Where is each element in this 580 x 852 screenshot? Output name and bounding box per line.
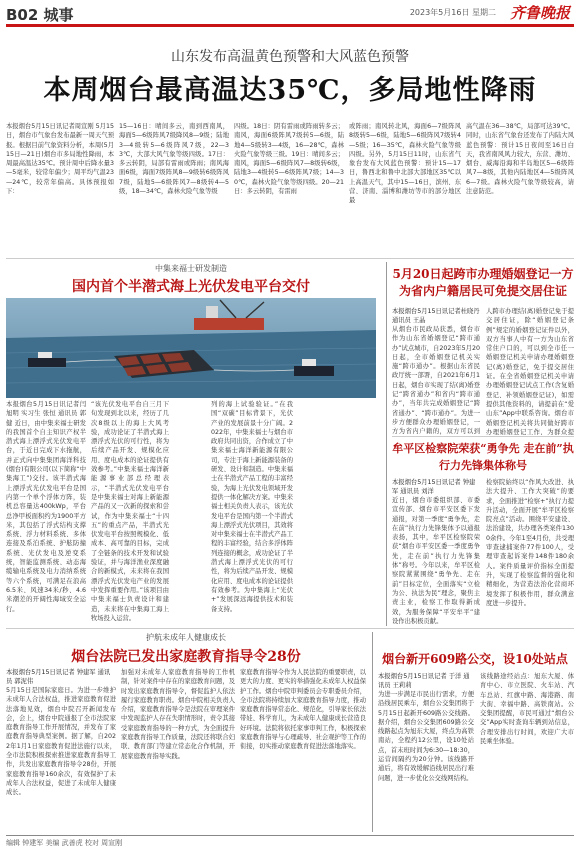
lead-col-2: 15—16日：晴间多云，南到西南风，海面5—6级阵风7级降风8—9级；陆地3—4级转5—6级阵风7级，22—33℃，大部大风气象等级四级。17日：多云转阴，局部有雷雨或阵雨；南风海面6级，海面7级阵风8—9级转6级阵风7级，陆地5—6级阵风7—8级转4—5级，18—34℃，森林火险气象等级 bbox=[119, 123, 229, 196]
bus-headline: 烟台新开609路公交，设10处站点 bbox=[382, 652, 568, 666]
family-col-3: 家庭教育指导令作为人民法院的重要职责，以更大的力度、更实的举措强化未成年人权益保护工作。烟台中院审判委员会专职委员介绍，全市法院将持续加大家庭教育指导力度，推动家庭教育指导常态化、规范化，引导家长依法带娃、科学育儿，为未成年人健康成长营造良好环境。法院将依托家事审判工作，积极探索家庭教育指导与心理疏导、社会观护等工作的衔接，切实推动家庭教育促进法落地落实。 bbox=[240, 669, 366, 751]
section-divider-2 bbox=[392, 436, 574, 437]
award-col-1: 近日，烟台市委组织部、市委宣传部、烟台市平安区委下发通报，对第一季度“勇争先，走在前”执行力先锋集体予以通报表扬，其中，牟平区检察院荣获“烟台市平安区委一季度勇争先，走在前”执行力先锋集体”称号。今年以来，牟平区检察院紧紧围绕“勇争先、走在前”目标定位，全面落实“立检为公、执法为民”理念，聚焦主责主业，检察工作取得新成效，为服务保障“平安牟平”建设作出积极贡献。 bbox=[392, 497, 480, 625]
bus-col-2: 该线路途经站点：旭东大厦、体育中心、市立医院、火车站、汽车总站、红旗中路、海港路、南大街、幸福中路、高铁南站。公交集团提醒，市民可通过“烟台公交”App实时查询车辆到站信息，合理安排出行时间，欢迎广大市民乘坐体验。 bbox=[480, 673, 574, 746]
footer-rule bbox=[6, 835, 574, 836]
lead-col-3: 四级。18日：阴有雷雨或阵雨转多云；南风，海面6级阵风7级转5—6级，陆地4—5级转3—4级，16—28℃，森林火险气象等级三级。19日：晴间多云；南风，海面5—6级阵风7—8级转6级，陆地3—4级转5—6级阵风7级；14—30℃，森林火险气象等级四级。20—21日：多云转阴，有雷雨 bbox=[234, 123, 344, 196]
award-col-2: 检察院始终以“作风大改进、执法大提升、工作大突破”的要求，全面推进“检察+”执行力提升活动，全面开展“牟平区检察院亮点”活动。围绕平安建设、法治建设，共办理各类案件1300余件。今年1至4月份，共受理审查逮捕案件77件100人，受理审查起诉案件148件180余人。案件质量评价指标全面提升，实现了检察监督的强化和精细化，为营造法治化营商环境发挥了积极作用，群众满意度进一步提升。 bbox=[486, 479, 574, 607]
lead-col-1: 本报烟台5月15日讯记者周宣刚 5月15日，烟台市气象台发布最新一周天气预报。根据目前气象资料分析，本周(5月15日—21日)烟台市多局地性降雨，本周最高温达35℃。预计周中后降水量3—5毫米，较常年偏少；周平均气温23—24℃，较常年偏高。具体预报如下： bbox=[6, 123, 114, 196]
lead-col-4: 或阵雨；南风转北风，海面6—7级阵风8级转5—6级，陆地5—6级阵风7级转4—5级；16—35℃，森林火险气象等级四级。另外，5月15日11时，山东省气象台发布大风蓝色预警：预计15—17日，鲁西北和鲁中北部大部地区35℃以上高温天气，其中15—16日，滨州、东营、济南、淄博和潍坊等市的部分地区最 bbox=[349, 123, 461, 205]
award-headline: 牟平区检察院荣获“勇争先 走在前”执行力先锋集体称号 bbox=[392, 442, 574, 472]
family-byline: 本报烟台5月15日讯记者 钟建军 通讯员 郭泥伟 bbox=[6, 669, 111, 685]
marriage-col-1: 从烟台市民政局获悉，烟台市作为山东省婚姻登记“跨市通办”试点城市，自2023年5月20日起，全市婚姻登记机关实施“跨市通办”。根据山东省民政厅统一部署，自2021年6月1日起，烟台市实现了结(离)婚登记“跨省通办”和省内“跨市通办”，当年共完成婚姻登记“跨省通办”、“跨市通办”。为进一步方便群众办理婚姻登记，一方为省内户籍的，双方可以到 bbox=[392, 326, 480, 435]
ocean-col-2b bbox=[116, 427, 204, 622]
lead-kicker: 山东发布高温黄色预警和大风蓝色预警 bbox=[171, 49, 409, 65]
lead-col-5: 高气温在36—38℃，局部可达39℃。同时，山东省气象台还发布了内陆大风蓝色预警：预计15日夜间至16日白天，我省南风风力较大，东营、潍坊、烟台、威海沿海和半岛地区5—6级阵风7—8级，其他内陆地区4—5级阵风6—7级。森林火险气象等级较高，请注意防范。 bbox=[466, 123, 574, 196]
column-divider bbox=[386, 262, 387, 626]
family-col-1: 5月15日是国际家庭日。为进一步维护未成年人合法权益，推进家庭教育促进法落地见效，烟台中院召开新闻发布会，会上，烟台中院通报了全市法院家庭教育指导工作开展情况，并发布了家庭教育指导典型案例。据了解，自2022年1月1日家庭教育促进法施行以来，全市法院积极探索推进家庭教育指导工作，共发出家庭教育指导令28份，开展家庭教育指导160余次，有效保护了未成年人合法权益，促进了未成年人健康成长。 bbox=[6, 687, 116, 797]
marriage-headline: 5月20日起跨市办理婚姻登记一方为省内户籍居民可免提交居住证 bbox=[392, 267, 574, 298]
lead-headline: 本周烟台最高温达35℃，多局地性降雨 bbox=[43, 75, 537, 106]
bus-col-1: 为进一步满足市民出行需求，方便沿线居民乘车，烟台公交集团将于5月15日起新开609路公交线路。据介绍，烟台公交集团609路公交线路起点为旭东大厦，终点为高铁南站，全程约12公里，设10处站点，首末班时间为6:30—18:30，运营间隔约为20分钟。该线路开通后，将有效缓解沿线居民出行难问题，进一步优化公交线网结构。 bbox=[378, 691, 474, 782]
marriage-byline: 本报烟台5月15日讯记者杜晓丹 通讯员 王晶 bbox=[392, 308, 480, 324]
offshore-platform-photo bbox=[6, 298, 376, 398]
section-divider-3 bbox=[6, 628, 574, 629]
family-col-2: 加强对未成年人家庭教育指导的工作机制，针对案件中存在的家庭教育问题，及时发出家庭教育指导令，督促监护人依法履行家庭教育职责。烟台中院相关负责人介绍，家庭教育指导令是法院在审理案件中发现监护人存在失职情形时，责令其接受家庭教育指导的一种方式，为全面提升家庭教育指导工作质量，法院还将联合妇联、教育部门等建立常态化合作机制，开展家庭教育指导实践。 bbox=[121, 669, 235, 760]
award-byline: 本报烟台5月15日讯记者 钟建军 通讯员 刘洋 bbox=[392, 479, 476, 495]
ocean-kicker: 中集来福士研发制造 bbox=[155, 264, 227, 273]
ocean-col-3: 列的海上试验验证。”在我国“双碳”目标背景下，光伏产业的发展前景十分广阔。2022年，中集来福士与烟台市政府共同出资，合作成立了中集来福士海洋新能源有限公司，专注于海上新能源装备的研发、设计和制造。中集来福士在半潜式产品工程的丰富经验，为海上光伏发电领域开发提供一体化解决方案。中集来福士相关负责人表示，该光伏发电平台是国内第一个半潜式海上漂浮式光伏项目，其效将对中集来福士在半潜式产品工程的丰富经验，结合多浮体阵列连接的概念，成功论证了半潜式海上漂浮式光伏的可行性，将为后续产品开发、规模化应用、度电成本的论证提供有效参考。为中集海上“光伏+”发展深远海提供技术和装备支持。 bbox=[211, 401, 293, 613]
issue-date: 2023年5月16日 星期二 bbox=[409, 8, 496, 17]
header-rule bbox=[6, 24, 574, 27]
newspaper-logo: 齐鲁晚报 bbox=[509, 4, 570, 22]
family-headline: 烟台法院已发出家庭教育指导令28份 bbox=[71, 649, 301, 665]
marriage-col-2: 人跨市办理结(离)婚登记免于提交居住证，除“婚姻登记条例”规定的婚姻登记证件以外，双方当事人中有一方为山东省常住户口的，可以到全市任一婚姻登记机关申请办理婚姻登记(离)婚登记，免于提交居住证。在全省婚姻登记机关申请办理婚姻登记试点工作(含复婚登记、补领婚姻登记证)，如需提供其他资料的，请提前在“爱山东”App中联系咨询。烟台市婚姻登记机关将共同做好跨市办理婚姻登记工作，为群众提 bbox=[486, 308, 574, 435]
family-kicker: 护航未成年人健康成长 bbox=[146, 633, 226, 642]
ocean-headline: 国内首个半潜式海上光伏发电平台交付 bbox=[72, 279, 310, 295]
section-divider bbox=[6, 258, 574, 259]
editor-credits: 编辑 钟建军 美编 武善虎 校对 周宣刚 bbox=[6, 839, 123, 847]
bus-byline: 本报烟台5月15日讯记者 于洋 通讯员 王莉莉 bbox=[378, 673, 470, 689]
column-divider-2 bbox=[372, 632, 373, 832]
ocean-col-2: “该光伏发电平台自三月下旬发现到北以来，经历了几次8级以上的海上大风考验，成功论证了半潜式海上漂浮式光伏的可行性，将为后续产品开发、规模化应用、度电成本的论证提供有效参考。”中集来福士海洋新能源事业部总经理表示，“半潜式光伏发电平台是中集来福士对海上新能源产品的又一次新的探索和尝试，作为中集来福士“十四五”的重点产品，半潜式光伏发电平台按照规模化、低成本、高可靠的目标，完成了全链条的技术开发和试验验证，并与海洋渔业深度融合的新模式，未来将在我国漂浮式光伏发电产业的发展中发挥重要作用。”该项目由中集来福士负责设计和建造，未来将在中集海工海上牧场投入运营。 bbox=[91, 401, 169, 622]
ocean-col-1: 本报烟台5月15日讯记者闫旭明 实习生 张恒 通讯员 郭健 近日，由中集来福士研发的我国首个自主知识产权半潜式海上漂浮式光伏发电平台，于近日完成下水拖航，并正式向中集集团海洋科技(烟台)有限公司(以下简称“中集海工”)交付。该半潜式海上漂浮式光伏发电平台是国内第一个单个浮体方阵，装机总容量达400kWp，平台总净甲板面积约为1900平方米，其包括了浮式结构支撑系统、浮力材料系统、多体连接及系泊系统、护舷防撞系统、光伏发电及逆变系统，智能监测系统、动态海缆输电系统及电力消纳系统等六个系统，可满足在浪高6.5米、风速34米/秒、4.6米潮差的开阔性海域安全运行。 bbox=[6, 401, 86, 613]
section-label: B02 城事 bbox=[6, 6, 74, 24]
